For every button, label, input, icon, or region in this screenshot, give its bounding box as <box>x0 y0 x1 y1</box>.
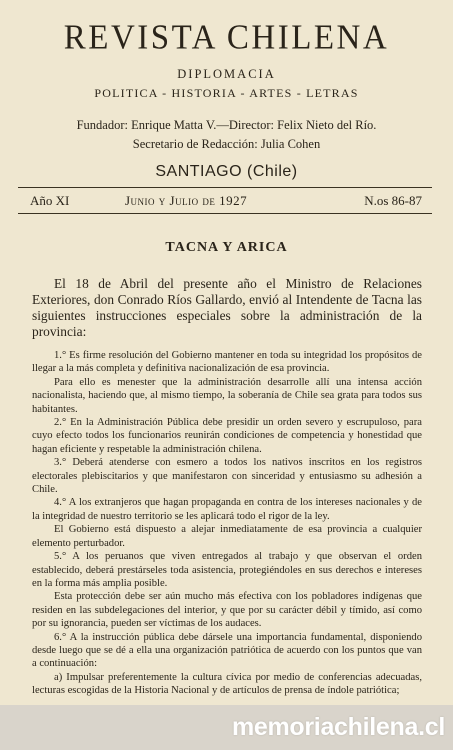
article-title: TACNA Y ARICA <box>165 240 288 255</box>
body-paragraph: 4.° A los extranjeros que hagan propaganda en contra de los intereses nacionales y de la integridad de nuestro territorio se les aplicará todo el rigor de la ley. <box>32 497 422 522</box>
body-paragraph: 6.° A la instrucción pública debe dársele una importancia fundamental, disponiendo desde luego que se dé a ella una organización patriótica de acuerdo con los puntos que van a continuación: <box>32 631 422 670</box>
issue-number: N.os 86-87 <box>364 193 422 208</box>
body-paragraph: 5.° A los peruanos que viven entregados al trabajo y que observan el orden establecido, deberá prestárseles toda asistencia, protegiéndoles en sus derechos e intereses en la forma más amplia posible. <box>32 551 422 589</box>
journal-secretary: Secretario de Redacción: Julia Cohen <box>132 137 321 151</box>
journal-credits: Fundador: Enrique Matta V.—Director: Felix Nieto del Río. <box>76 118 377 132</box>
body-paragraph: a) Impulsar preferentemente la cultura cívica por medio de conferencias adecuadas, lecturas escogidas de la Historia Nacional y de artículos de prensa de índole patriótica; <box>32 671 422 697</box>
body-paragraph: El Gobierno está dispuesto a alejar inmediatamente de esa provincia a cualquier elemento perturbador. <box>32 524 422 549</box>
source-watermark: memoriachilena.cl <box>231 713 445 741</box>
intro-paragraph: El 18 de Abril del presente año el Ministro de Relaciones Exteriores, don Conrado Ríos Gallardo, envió al Intendente de Tacna las siguientes instrucciones especiales sobre la administración de la provincia: <box>32 276 422 339</box>
journal-subtitle: DIPLOMACIA <box>177 67 276 81</box>
article-intro <box>32 276 422 340</box>
body-paragraph: 2.° En la Administración Pública debe presidir un orden severo y escrupuloso, para cuyo efecto todos los funcionarios reunirán condiciones de competencia y honestidad que hagan eficiente y respetable la administración chilena. <box>32 417 422 455</box>
journal-sections: POLITICA - HISTORIA - ARTES - LETRAS <box>94 86 359 100</box>
body-paragraph: Para ello es menester que la administración desarrolle allí una intensa acción nacionalista, haciendo que, al mismo tiempo, la soberanía de Chile sea grata para todos sus habitantes. <box>32 376 422 415</box>
journal-title: REVISTA CHILENA <box>63 19 390 57</box>
body-paragraph: 1.° Es firme resolución del Gobierno mantener en toda su integridad los propósitos de llegar a la más completa y definitiva nacionalización de esa provincia. <box>32 350 422 375</box>
body-paragraph: 3.° Deberá atenderse con esmero a todos los nativos inscritos en los registros electorales plebiscitarios y que manifestaron con sinceridad y entusiasmo su adhesión a Chile. <box>32 457 422 496</box>
top-rule <box>18 187 432 188</box>
issue-year: Año XI <box>30 193 70 208</box>
article-body <box>32 349 422 698</box>
issue-date: Junio y Julio de 1927 <box>125 193 248 208</box>
body-paragraph: Esta protección debe ser aún mucho más efectiva con los pobladores indígenas que residen en las subdelegaciones del interior, y que por su carácter débil y tímido, así como por su ignorancia, pueden ser víctimas de los audaces. <box>32 591 422 630</box>
journal-city: SANTIAGO (Chile) <box>155 163 298 180</box>
issue-info <box>30 193 422 209</box>
bottom-rule <box>18 213 432 214</box>
